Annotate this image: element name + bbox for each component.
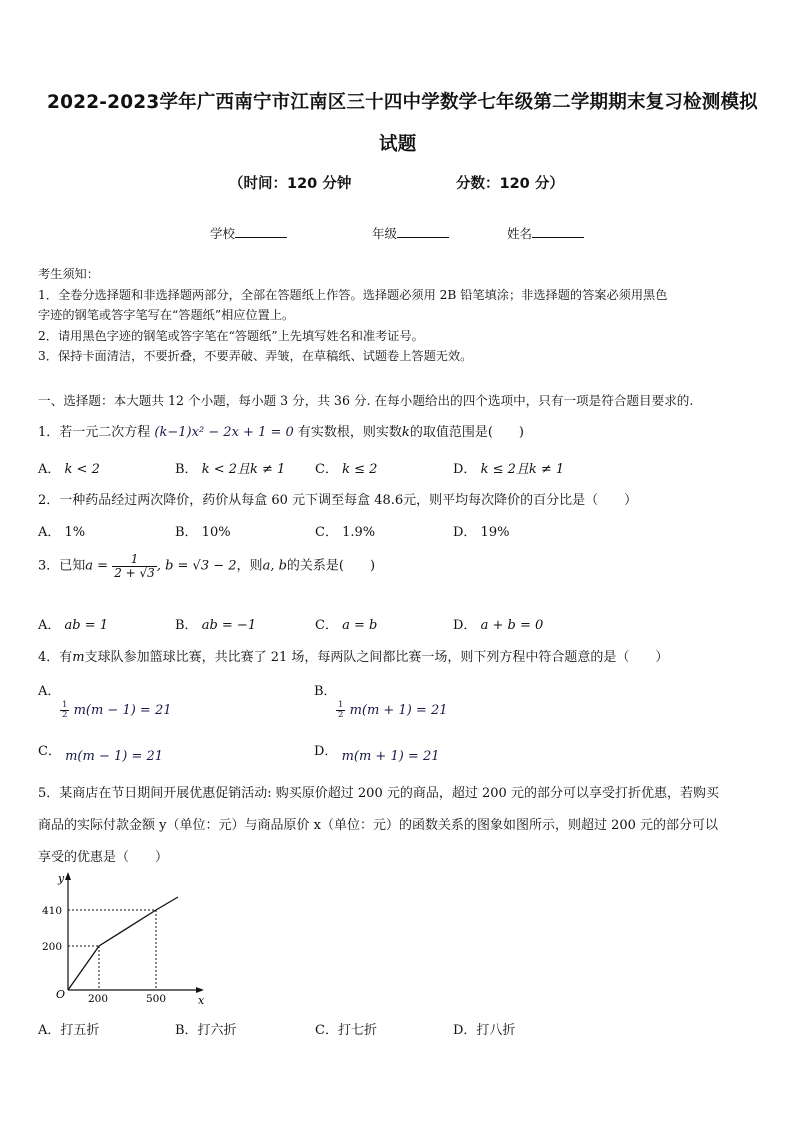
grade-field[interactable] [372,224,449,242]
page-title: 2022-2023学年广西南宁市江南区三十四中学数学七年级第二学期期末复习检测模拟 [47,92,758,113]
q3-fraction [112,553,157,580]
question-5-line1: 5．某商店在节日期间开展优惠促销活动: 购买原价超过 200 元的商品，超过 200 元的部分可以享受打折优惠，若购买 [38,786,719,801]
q3-frac-den: 2 + √3 [114,566,155,580]
exam-score: 分数：120 分） [456,176,564,192]
q4-b-label: B． [314,684,337,699]
q1-option-a[interactable] [38,458,100,477]
question-1 [38,421,524,440]
notice-item-1a: 1．全卷分选择题和非选择题两部分，全部在答题纸上作答。选择题必须用 2B 铅笔填涂；非选择题的答案必须用黑色 [38,288,668,302]
q1-c-math: k ≤ 2 [342,462,378,477]
q4-option-d[interactable] [314,740,440,764]
q1-var: k [401,425,410,440]
q4-a-half [60,701,69,720]
graph-x-label: x [198,994,205,1007]
q3-frac-num: 1 [112,553,157,567]
school-blank[interactable] [235,225,287,238]
q1-d-label: D． [453,462,477,477]
q4-c-math: m(m − 1) = 21 [65,749,164,764]
q1-option-b[interactable] [175,458,285,477]
q4-a-label: A． [38,684,61,699]
q3-d-math: a + b = 0 [480,618,544,633]
y-tick-410: 410 [42,905,63,917]
q2-option-a[interactable]: A． 1% [38,525,86,540]
q3-option-a[interactable] [38,614,108,633]
q5-option-d[interactable]: D．打八折 [453,1023,516,1038]
q4-a-half-num: 1 [62,700,68,710]
question-2: 2．一种药品经过两次降价，药价从每盒 60 元下调至每盒 48.6元，则平均每次降价的百分比是（ ） [38,493,638,508]
q3-option-b[interactable] [175,614,256,633]
question-5-line3: 享受的优惠是（ ） [38,850,169,865]
x-axis-arrow [196,987,204,993]
grade-label: 年级 [372,226,398,241]
y-axis-arrow [65,872,71,880]
q3-suffix: 的关系是( ) [286,558,376,574]
q4-option-c[interactable] [38,740,164,764]
name-field[interactable] [507,224,584,242]
section-heading: 一、选择题：本大题共 12 个小题，每小题 3 分，共 36 分. 在每小题给出的四个选项中，只有一项是符合题目要求的. [38,393,694,408]
school-label: 学校 [210,226,236,241]
q3-option-d[interactable] [453,614,543,633]
q3-ab: a, b [262,558,287,574]
q4-b-half [336,701,345,720]
q3-a-eq: a = [85,558,109,574]
y-tick-200: 200 [42,941,63,953]
q1-option-d[interactable] [453,458,564,477]
q5-option-c[interactable]: C．打七折 [315,1023,377,1038]
q1-option-c[interactable] [315,458,377,477]
q4-text: 支球队参加篮球比赛，共比赛了 21 场，每两队之间都比赛一场，则下列方程中符合题意的是（ ） [84,650,669,665]
q3-d-label: D． [453,618,477,633]
q1-a-label: A． [38,462,61,477]
question-4 [38,646,668,665]
q3-option-c[interactable] [315,614,377,633]
q1-b-label: B． [175,462,198,477]
x-tick-200: 200 [88,993,109,1005]
q3-b-math: ab = −1 [201,618,257,633]
q4-d-label: D． [314,744,338,759]
q1-b-math: k < 2且k ≠ 1 [201,462,286,477]
q1-prefix: 1．若一元二次方程 [38,425,151,440]
q3-b-label: B． [175,618,198,633]
q4-option-a[interactable] [38,680,172,720]
q3-c-math: a = b [342,618,378,633]
notice-item-1b: 字迹的钢笔或答字笔写在“答题纸”相应位置上。 [38,308,295,322]
q4-b-half-den: 2 [338,710,344,720]
q4-d-math: m(m + 1) = 21 [341,749,440,764]
q5-option-a[interactable]: A．打五折 [38,1023,100,1038]
q4-var: m [72,650,85,665]
q1-a-math: k < 2 [64,462,100,477]
q1-equation: (k−1)x² − 2x + 1 = 0 [154,425,294,440]
function-graph [28,868,208,1008]
exam-time: （时间：120 分钟 [229,176,352,192]
q4-prefix: 4．有 [38,650,73,665]
school-field[interactable] [210,224,287,242]
question-3 [38,553,375,580]
graph-origin: O [56,988,66,1001]
q4-a-math: m(m − 1) = 21 [73,703,172,718]
name-blank[interactable] [532,225,584,238]
notice-heading: 考生须知： [38,267,99,281]
grade-blank[interactable] [397,225,449,238]
page-title-line2: 试题 [379,134,417,155]
q4-b-half-num: 1 [338,700,344,710]
q4-c-label: C． [38,744,61,759]
q1-suffix-a: 有实数根，则实数 [297,425,402,440]
q4-option-b[interactable] [314,680,448,720]
graph-y-label: y [58,872,65,885]
q3-a-label: A． [38,618,61,633]
q3-a-math: ab = 1 [64,618,109,633]
q2-option-c[interactable]: C． 1.9% [315,525,376,540]
function-line [68,897,178,990]
q2-option-d[interactable]: D． 19% [453,525,510,540]
q1-d-math: k ≤ 2且k ≠ 1 [480,462,565,477]
q5-option-b[interactable]: B．打六折 [175,1023,237,1038]
name-label: 姓名 [507,226,533,241]
q2-option-b[interactable]: B． 10% [175,525,231,540]
q3-prefix: 3．已知 [38,558,86,574]
notice-item-3: 3．保持卡面清洁，不要折叠，不要弄破、弄皱，在草稿纸、试题卷上答题无效。 [38,349,473,363]
q3-mid: ，则 [236,558,263,574]
notice-item-2: 2．请用黑色字迹的钢笔或答字笔在“答题纸”上先填写姓名和准考证号。 [38,329,424,343]
q1-suffix-b: 的取值范围是( ) [409,425,524,440]
q3-c-label: C． [315,618,338,633]
q1-c-label: C． [315,462,338,477]
q3-b-eq: , b = √3 − 2 [156,558,237,574]
q4-b-math: m(m + 1) = 21 [349,703,448,718]
x-tick-500: 500 [146,993,167,1005]
question-5-line2: 商品的实际付款金额 y（单位：元）与商品原价 x（单位：元）的函数关系的图象如图所示，则超过 200 元的部分可以 [38,818,719,833]
q4-a-half-den: 2 [62,710,68,720]
